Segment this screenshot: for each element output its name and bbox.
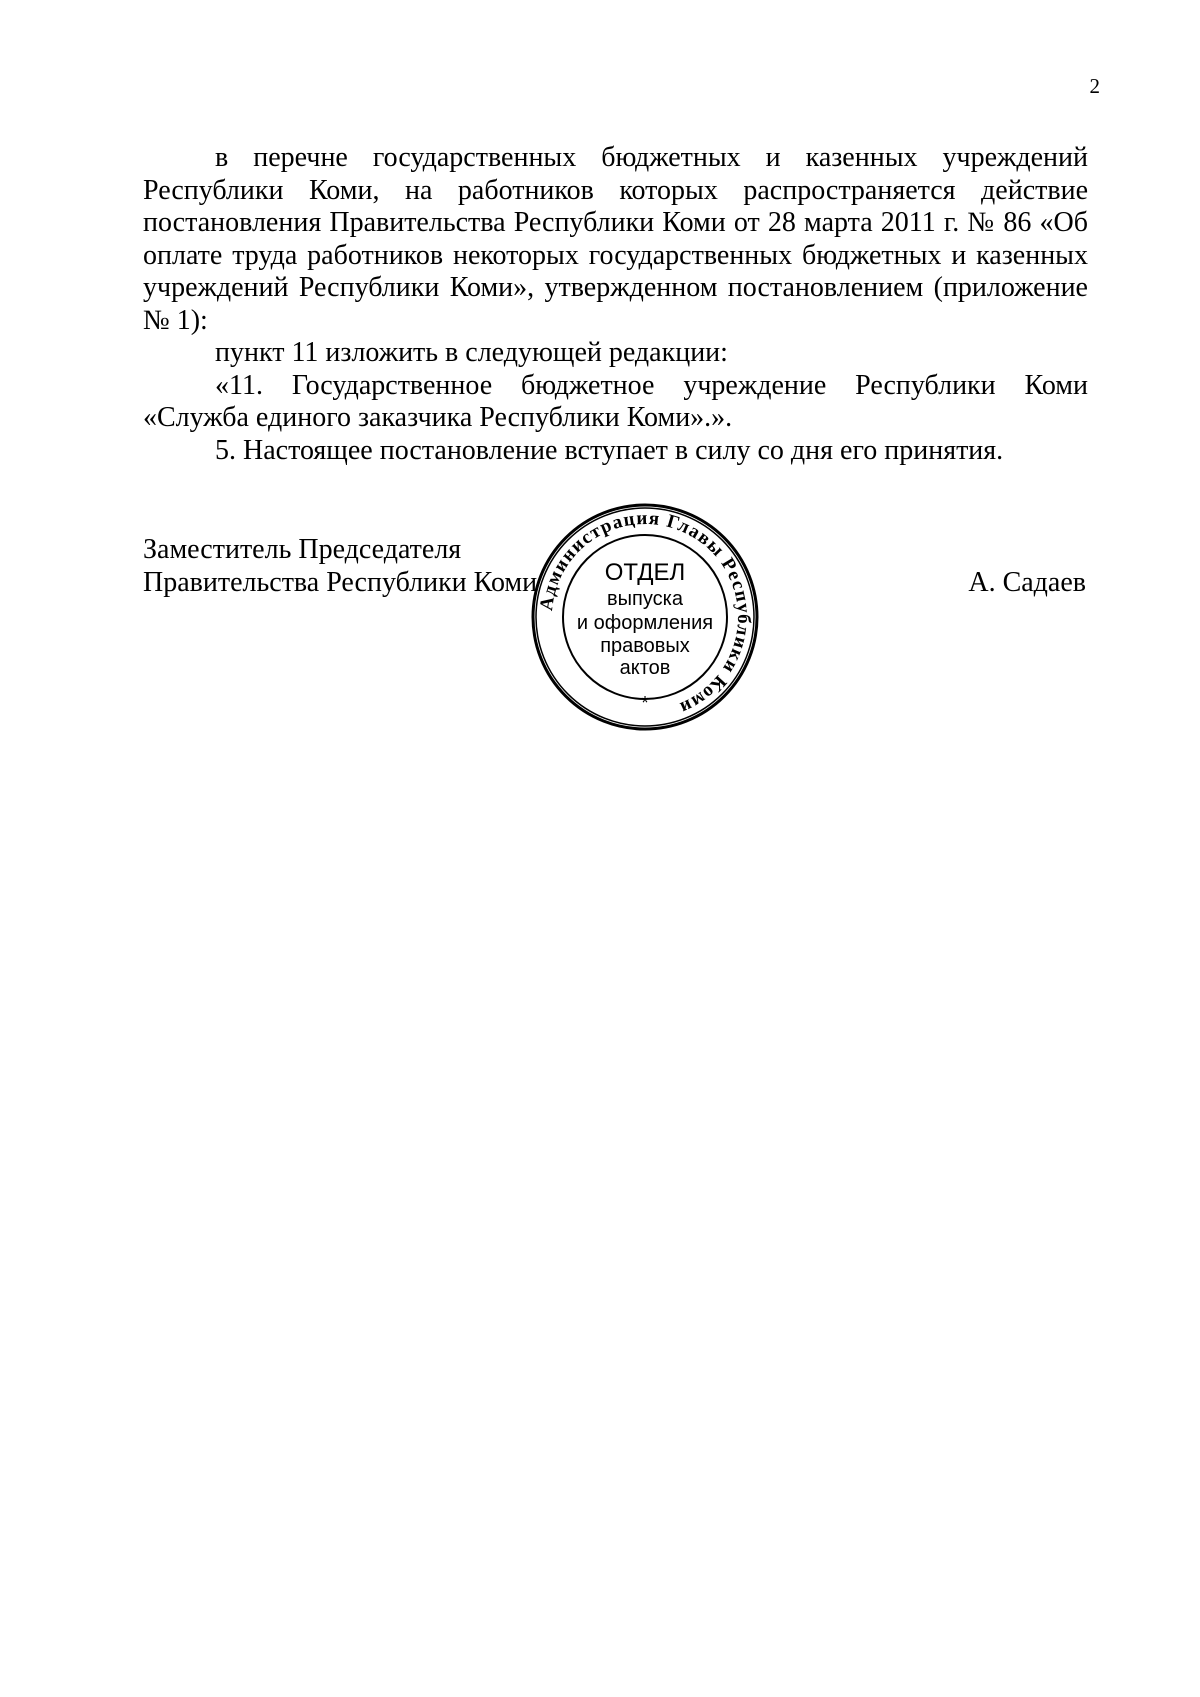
paragraph-effective-date: 5. Настоящее постановление вступает в силу со дня его принятия. bbox=[215, 434, 1004, 466]
signatory-position-line-1: Заместитель Председателя bbox=[143, 534, 462, 565]
paragraph-item-11: «11. Государственное бюджетное учреждение Республики Коми «Служба единого заказчика Республики Коми».». bbox=[143, 369, 1088, 433]
paragraph-list-reference: в перечне государственных бюджетных и казенных учреждений Республики Коми, на работников которых распространяется действие постановления Правительства Республики Коми от 28 марта 2011 г. № 86 «Об оплате труда работников некоторых государственных бюджетных и казенных учреждений Республики Коми», утвержденном постановлением (приложение № 1): bbox=[143, 142, 1088, 336]
official-seal bbox=[530, 502, 760, 732]
official-seal-graphic bbox=[530, 502, 760, 732]
page-number: 2 bbox=[1089, 74, 1100, 98]
document-body bbox=[143, 142, 1088, 467]
signatory-name: А. Садаев bbox=[968, 567, 1086, 598]
seal-center-line-1: ОТДЕЛ bbox=[604, 559, 686, 586]
seal-center-line-3: и оформления bbox=[576, 612, 714, 634]
seal-ring-text-path: Администрация Главы Республики Коми bbox=[536, 507, 755, 719]
seal-center-text bbox=[577, 559, 713, 713]
seal-star-mark: * bbox=[641, 693, 649, 713]
seal-center-line-4: правовых bbox=[600, 635, 690, 657]
signatory-position-line-2: Правительства Республики Коми bbox=[143, 566, 538, 598]
seal-center-line-5: актов bbox=[619, 657, 671, 679]
paragraph-amendment-instruction: пункт 11 изложить в следующей редакции: bbox=[215, 337, 728, 368]
seal-center-line-2: выпуска bbox=[607, 588, 683, 610]
signatory-position bbox=[143, 534, 537, 599]
